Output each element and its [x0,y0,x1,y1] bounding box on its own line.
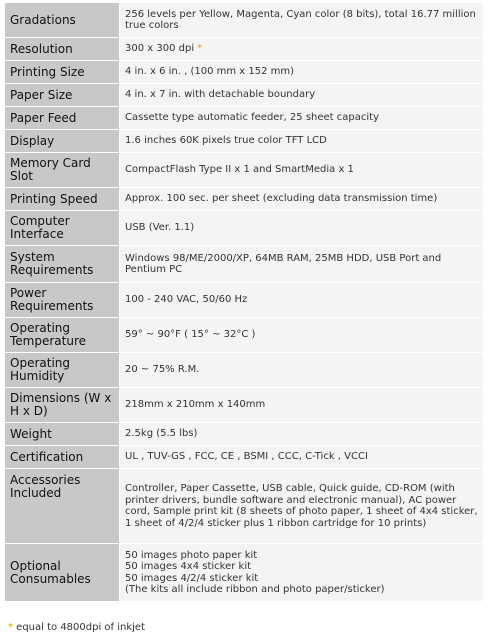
spec-table [4,2,484,602]
spec-value: Cassette type automatic feeder, 25 sheet capacity [120,107,483,129]
table-row [5,188,483,210]
spec-label: Gradations [5,3,119,37]
spec-label: Certification [5,446,119,468]
table-row [5,446,483,468]
spec-label: Optional Consumables [5,544,119,601]
consumable-line: 50 images photo paper kit [125,549,258,561]
table-row [5,107,483,129]
spec-value: 20 ~ 75% R.M. [120,353,483,387]
table-row [5,469,483,543]
table-row [5,38,483,60]
spec-value: Controller, Paper Cassette, USB cable, Quick guide, CD-ROM (with printer drivers, bundle software and electronic manual), AC power cord, Sample print kit (8 sheets of photo paper, 1 sheet of 4x4 sticker, 1 sheet of 4/2/4 sticker plus 1 ribbon cartridge for 10 prints) [120,469,483,543]
spec-label: Dimensions (W x H x D) [5,388,119,422]
consumable-line: (The kits all include ribbon and photo paper/sticker) [125,584,385,595]
table-row [5,153,483,187]
spec-value: Approx. 100 sec. per sheet (excluding data transmission time) [120,188,483,210]
spec-label: Paper Size [5,84,119,106]
spec-value: 4 in. x 7 in. with detachable boundary [120,84,483,106]
spec-value: 256 levels per Yellow, Magenta, Cyan color (8 bits), total 16.77 million true colors [120,3,483,37]
spec-value: USB (Ver. 1.1) [120,211,483,245]
spec-value: 218mm x 210mm x 140mm [120,388,483,422]
consumable-line: 50 images 4/2/4 sticker kit [125,572,259,584]
spec-value: 2.5kg (5.5 lbs) [120,423,483,445]
spec-value: 100 - 240 VAC, 50/60 Hz [120,283,483,317]
resolution-value: 300 x 300 dpi [125,43,195,55]
spec-value: CompactFlash Type II x 1 and SmartMedia x 1 [120,153,483,187]
spec-value: 4 in. x 6 in. , (100 mm x 152 mm) [120,61,483,83]
spec-label: Operating Humidity [5,353,119,387]
spec-value: 1.6 inches 60K pixels true color TFT LCD [120,130,483,152]
spec-value [120,544,483,601]
spec-label: Printing Size [5,61,119,83]
table-row [5,318,483,352]
spec-label: Operating Temperature [5,318,119,352]
table-row [5,211,483,245]
spec-value: UL , TUV-GS , FCC, CE , BSMI , CCC, C-Tick , VCCI [120,446,483,468]
consumable-line: 50 images 4x4 sticker kit [125,561,252,572]
spec-label: Resolution [5,38,119,60]
footnote [8,622,145,633]
spec-value: Windows 98/ME/2000/XP, 64MB RAM, 25MB HDD, USB Port and Pentium PC [120,246,483,282]
spec-label: Accessories Included [5,469,119,543]
spec-label: Printing Speed [5,188,119,210]
table-row [5,84,483,106]
footnote-text: equal to 4800dpi of inkjet [13,622,145,633]
spec-label: Computer Interface [5,211,119,245]
table-row [5,61,483,83]
table-row [5,353,483,387]
table-row [5,246,483,282]
spec-label: Weight [5,423,119,445]
table-row [5,544,483,601]
table-row [5,130,483,152]
spec-label: System Requirements [5,246,119,282]
spec-label: Memory Card Slot [5,153,119,187]
spec-label: Display [5,130,119,152]
table-row [5,388,483,422]
table-row [5,283,483,317]
footnote-marker: * [197,43,203,55]
footnote-marker: * [8,622,13,633]
spec-label: Paper Feed [5,107,119,129]
table-row [5,3,483,37]
table-row [5,423,483,445]
spec-label: Power Requirements [5,283,119,317]
spec-value: 59° ~ 90°F ( 15° ~ 32°C ) [120,318,483,352]
spec-value [120,38,483,60]
